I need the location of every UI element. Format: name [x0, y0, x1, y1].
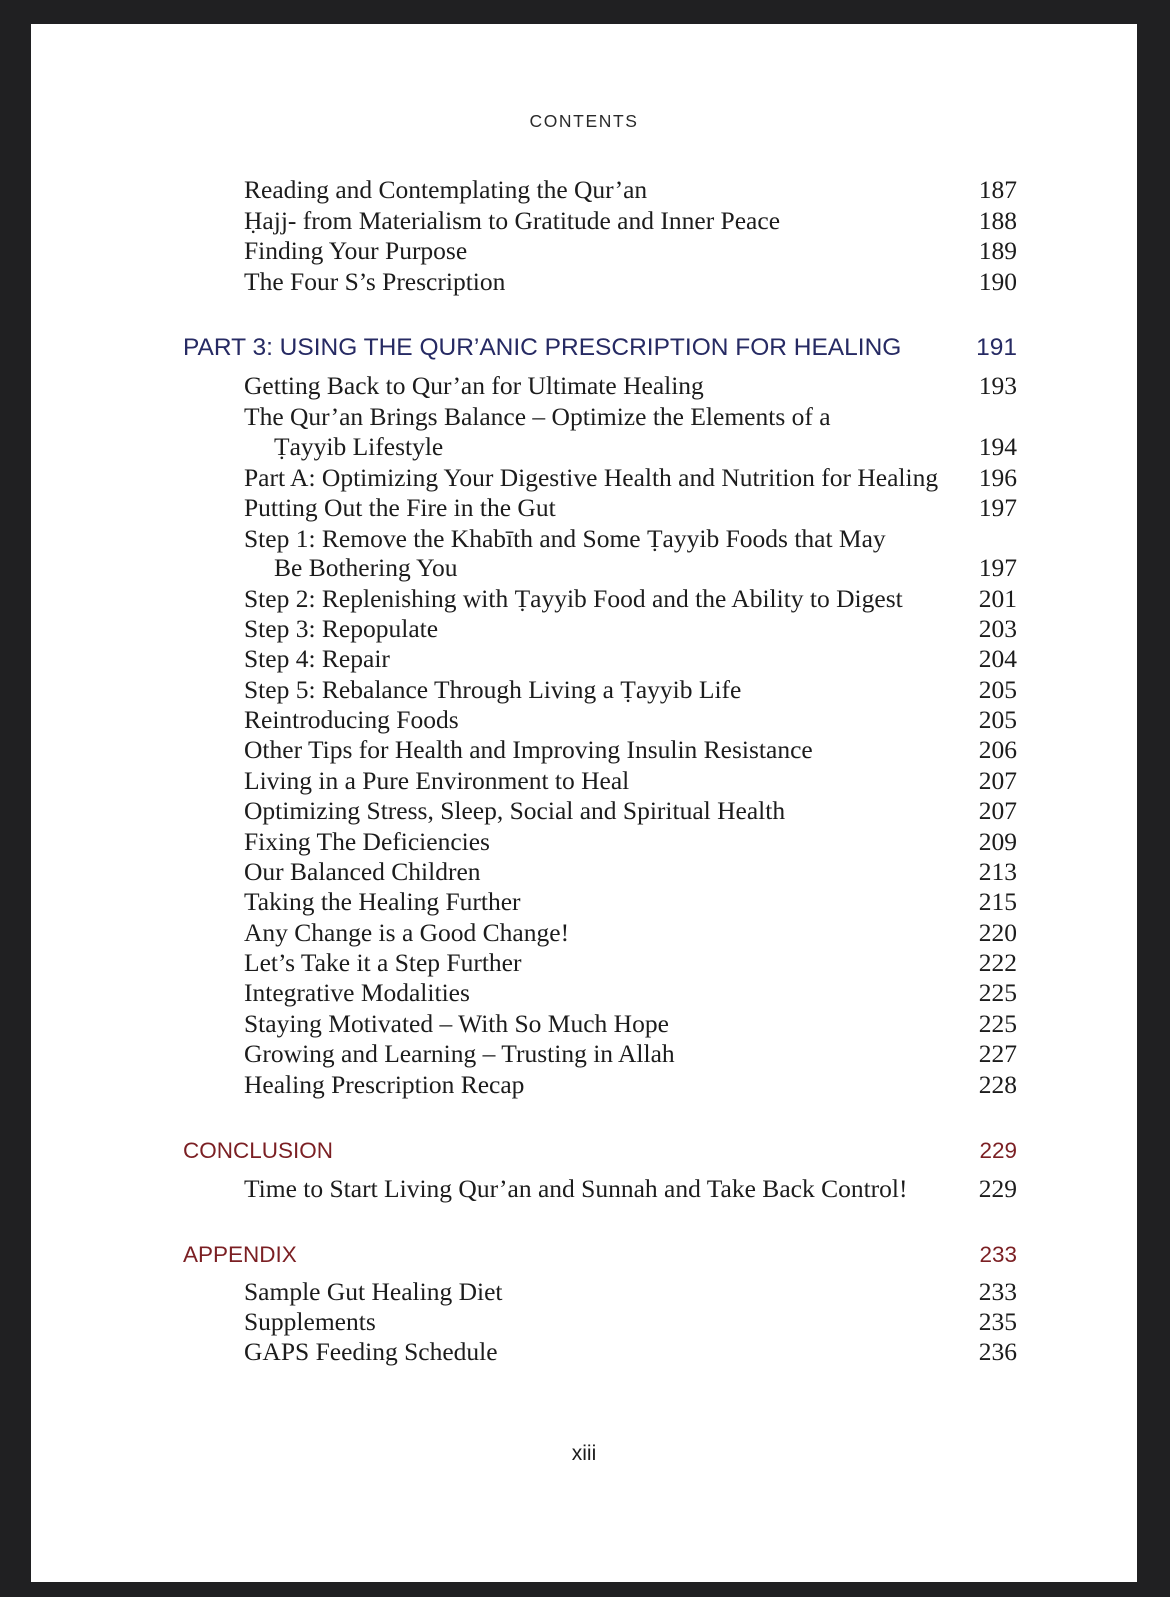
toc-entry-title: Step 1: Remove the Khabīth and Some Ṭayyib Foods that May	[244, 524, 886, 553]
toc-entry-page: 236	[978, 1337, 1017, 1366]
toc-entry-title: Step 2: Replenishing with Ṭayyib Food and the Ability to Digest	[244, 584, 903, 613]
toc-entry-title: Other Tips for Health and Improving Insulin Resistance	[244, 735, 813, 764]
toc-entry-title: Putting Out the Fire in the Gut	[244, 493, 556, 522]
page-number: xiii	[571, 1442, 597, 1465]
toc-entry-title: Part A: Optimizing Your Digestive Health and Nutrition for Healing	[244, 463, 939, 492]
toc-entry-page: 209	[978, 827, 1017, 856]
toc-entry-page: 197	[978, 493, 1017, 522]
part-heading-page: 191	[976, 334, 1017, 361]
running-header: CONTENTS	[529, 111, 639, 131]
toc-entry-title: Step 5: Rebalance Through Living a Ṭayyib Life	[244, 675, 742, 704]
toc-entry-title: Reading and Contemplating the Qur’an	[244, 175, 648, 204]
toc-entry-title: Reintroducing Foods	[244, 705, 459, 734]
toc-entry-title: Healing Prescription Recap	[244, 1070, 525, 1099]
toc-entry-title: Finding Your Purpose	[244, 236, 468, 265]
toc-entry-title: Ḥajj- from Materialism to Gratitude and Inner Peace	[244, 206, 781, 235]
book-page	[31, 24, 1137, 1582]
toc-entry-page: 204	[978, 644, 1017, 673]
toc-entry-page: 220	[978, 918, 1017, 947]
toc-entry-title: Any Change is a Good Change!	[244, 918, 570, 947]
toc-entry-page: 205	[978, 675, 1017, 704]
toc-entry-title: Be Bothering You	[274, 553, 458, 582]
toc-entry-page: 215	[978, 887, 1017, 916]
toc-entry-title: The Four S’s Prescription	[244, 267, 506, 296]
toc-entry-title: Step 4: Repair	[244, 644, 390, 673]
toc-entry-title: Ṭayyib Lifestyle	[274, 432, 444, 461]
toc-entry-page: 207	[978, 766, 1017, 795]
toc-entry-title: Time to Start Living Qur’an and Sunnah and Take Back Control!	[244, 1174, 908, 1203]
toc-entry-title: Supplements	[244, 1307, 376, 1336]
part-heading-title: PART 3: USING THE QUR’ANIC PRESCRIPTION FOR HEALING	[183, 334, 902, 361]
toc-entry-page: 206	[978, 735, 1017, 764]
toc-entry-title: Living in a Pure Environment to Heal	[244, 766, 630, 795]
toc-entry-page: 235	[978, 1307, 1017, 1336]
toc-entry-page: 197	[978, 553, 1017, 582]
toc-entry-page: 228	[978, 1070, 1017, 1099]
toc-entry-page: 188	[978, 206, 1017, 235]
toc-entry-page: 196	[978, 463, 1017, 492]
toc-entry-title: Fixing The Deficiencies	[244, 827, 490, 856]
toc-entry-title: Let’s Take it a Step Further	[244, 948, 522, 977]
toc-entry-title: Staying Motivated – With So Much Hope	[244, 1009, 669, 1038]
toc-entry-title: GAPS Feeding Schedule	[244, 1337, 498, 1366]
toc-entry-page: 225	[978, 1009, 1017, 1038]
toc-entry-page: 205	[978, 705, 1017, 734]
toc-entry-page: 207	[978, 796, 1017, 825]
toc-entry-page: 213	[978, 857, 1017, 886]
toc-entry-title: The Qur’an Brings Balance – Optimize the Elements of a	[244, 402, 831, 431]
appendix-heading-title: APPENDIX	[183, 1242, 297, 1267]
toc-entry-title: Optimizing Stress, Sleep, Social and Spiritual Health	[244, 796, 786, 825]
toc-entry-page: 194	[978, 432, 1017, 461]
conclusion-heading-page: 229	[979, 1138, 1017, 1163]
toc-entry-title: Growing and Learning – Trusting in Allah	[244, 1039, 675, 1068]
toc-entry-title: Sample Gut Healing Diet	[244, 1277, 503, 1306]
toc-entry-title: Getting Back to Qur’an for Ultimate Healing	[244, 371, 704, 400]
toc-entry-page: 190	[978, 267, 1017, 296]
toc-entry-page: 229	[978, 1174, 1017, 1203]
toc-entry-page: 203	[978, 614, 1017, 643]
toc-entry-title: Integrative Modalities	[244, 978, 470, 1007]
conclusion-heading-title: CONCLUSION	[183, 1138, 334, 1163]
toc-entry-title: Taking the Healing Further	[244, 887, 521, 916]
toc-entry-page: 222	[978, 948, 1017, 977]
toc-entry-page: 193	[978, 371, 1017, 400]
toc-entry-page: 227	[978, 1039, 1017, 1068]
toc-entry-page: 187	[978, 175, 1017, 204]
toc-entry-page: 189	[978, 236, 1017, 265]
toc-entry-page: 225	[978, 978, 1017, 1007]
toc-entry-page: 233	[978, 1277, 1017, 1306]
appendix-heading-page: 233	[979, 1242, 1017, 1267]
toc-entry-title: Step 3: Repopulate	[244, 614, 439, 643]
toc-entry-page: 201	[978, 584, 1017, 613]
toc-entry-title: Our Balanced Children	[244, 857, 481, 886]
